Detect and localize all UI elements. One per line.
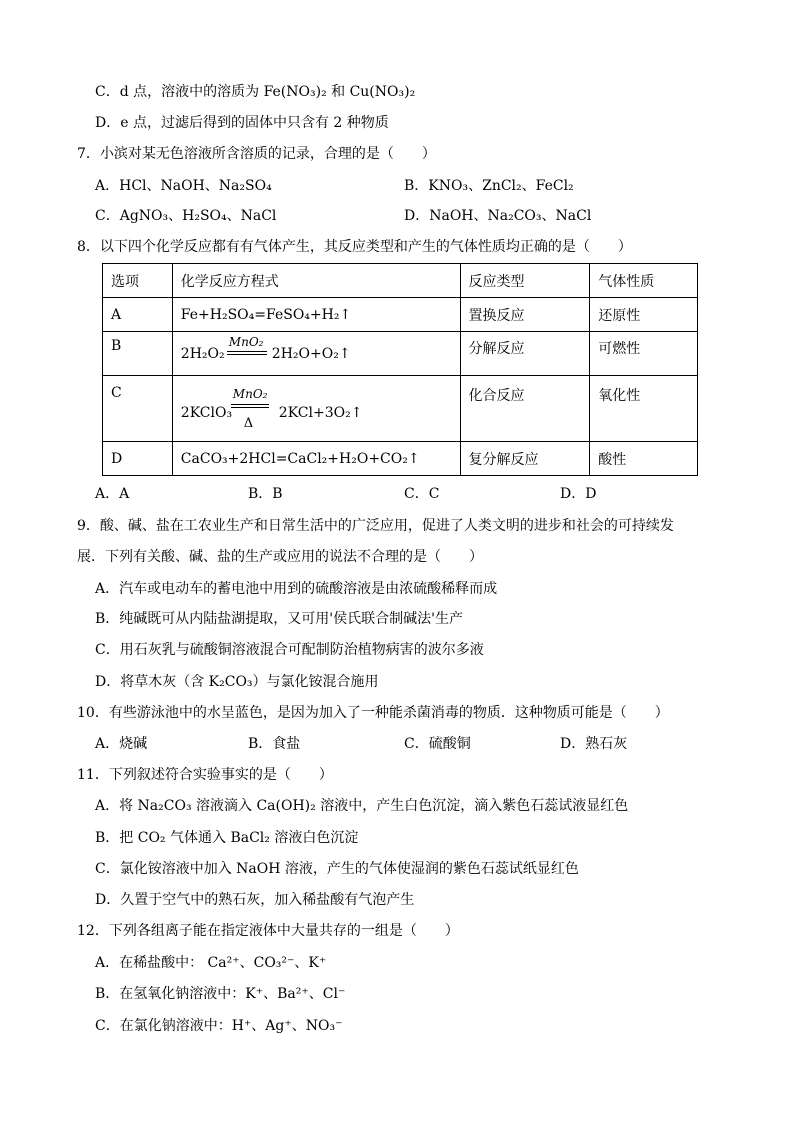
q9-option-b: B．纯碱既可从内陆盐湖提取，又可用'侯氏联合制碱法'生产 <box>95 611 463 627</box>
q12-option-a: A．在稀盐酸中： Ca²⁺、CO₃²⁻、K⁺ <box>95 955 327 971</box>
row-option: D <box>103 442 173 476</box>
row-reaction-type: 置换反应 <box>460 298 590 332</box>
q10-option-d: D．熟石灰 <box>560 736 628 752</box>
eq-catalyst: MnO₂ <box>228 334 264 349</box>
row-gas-property: 还原性 <box>590 298 698 332</box>
q12-stem: 12．下列各组离子能在指定液体中大量共存的一组是（ ） <box>77 923 459 939</box>
q11-option-b: B．把 CO₂ 气体通入 BaCl₂ 溶液白色沉淀 <box>95 830 359 846</box>
q7-option-a: A．HCl、NaOH、Na₂SO₄ <box>95 178 272 194</box>
q8-table <box>102 263 698 476</box>
q8-stem: 8．以下四个化学反应都有有气体产生，其反应类型和产生的气体性质均正确的是（ ） <box>77 239 632 255</box>
q11-stem: 11．下列叙述符合实验事实的是（ ） <box>77 767 333 783</box>
row-gas-property: 可燃性 <box>590 332 698 376</box>
q11-option-d: D．久置于空气中的熟石灰，加入稀盐酸有气泡产生 <box>95 892 415 908</box>
eq-catalyst: MnO₂ <box>232 386 268 401</box>
q12-option-b: B．在氢氧化钠溶液中：K⁺、Ba²⁺、Cl⁻ <box>95 986 346 1002</box>
row-reaction-type: 化合反应 <box>460 376 590 442</box>
q6-option-d: D．e 点，过滤后得到的固体中只含有 2 种物质 <box>95 115 389 131</box>
table-row <box>103 376 698 442</box>
row-option: B <box>103 332 173 376</box>
equals-sign <box>231 404 269 408</box>
q10-option-c: C．硫酸铜 <box>404 736 471 752</box>
row-option: C <box>103 376 173 442</box>
eq-left: 2H₂O₂ <box>180 345 225 362</box>
q10-option-a: A．烧碱 <box>95 736 148 752</box>
heat-symbol: Δ <box>243 415 254 431</box>
header-gas-property: 气体性质 <box>590 264 698 298</box>
q11-option-c: C．氯化铵溶液中加入 NaOH 溶液，产生的气体使湿润的紫色石蕊试纸显红色 <box>95 861 579 877</box>
eq-right: 2H₂O+O₂↑ <box>271 345 351 362</box>
row-reaction-type: 分解反应 <box>460 332 590 376</box>
table-row <box>103 332 698 376</box>
q8-option-b: B．B <box>248 486 283 502</box>
q10-stem: 10．有些游泳池中的水呈蓝色，是因为加入了一种能杀菌消毒的物质．这种物质可能是（ ） <box>77 705 669 721</box>
eq-right: 2KCl+3O₂↑ <box>278 404 363 421</box>
row-equation: CaCO₃+2HCl=CaCl₂+H₂O+CO₂↑ <box>172 442 460 476</box>
row-reaction-type: 复分解反应 <box>460 442 590 476</box>
row-gas-property: 氧化性 <box>590 376 698 442</box>
table-header-row <box>103 264 698 298</box>
q7-option-d: D．NaOH、Na₂CO₃、NaCl <box>404 208 592 224</box>
header-reaction-type: 反应类型 <box>460 264 590 298</box>
q9-option-d: D．将草木灰（含 K₂CO₃）与氯化铵混合施用 <box>95 674 379 690</box>
q7-stem: 7．小滨对某无色溶液所含溶质的记录，合理的是（ ） <box>77 146 436 162</box>
table-row <box>103 298 698 332</box>
header-equation: 化学反应方程式 <box>172 264 460 298</box>
table-row <box>103 442 698 476</box>
q7-option-b: B．KNO₃、ZnCl₂、FeCl₂ <box>404 178 574 194</box>
row-equation <box>172 332 460 376</box>
q8-option-c: C．C <box>404 486 440 502</box>
q9-stem-line1: 9．酸、碱、盐在工农业生产和日常生活中的广泛应用，促进了人类文明的进步和社会的可持续发 <box>77 518 674 534</box>
header-option: 选项 <box>103 264 173 298</box>
q6-option-c: C．d 点，溶液中的溶质为 Fe(NO₃)₂ 和 Cu(NO₃)₂ <box>95 84 416 100</box>
q11-option-a: A．将 Na₂CO₃ 溶液滴入 Ca(OH)₂ 溶液中，产生白色沉淀，滴入紫色石蕊试液显红色 <box>95 798 629 814</box>
q7-option-c: C．AgNO₃、H₂SO₄、NaCl <box>95 208 277 224</box>
q8-option-a: A．A <box>95 486 130 502</box>
row-gas-property: 酸性 <box>590 442 698 476</box>
row-equation: Fe+H₂SO₄=FeSO₄+H₂↑ <box>172 298 460 332</box>
row-option: A <box>103 298 173 332</box>
q8-option-d: D．D <box>560 486 597 502</box>
q10-option-b: B．食盐 <box>248 736 301 752</box>
q9-option-c: C．用石灰乳与硫酸铜溶液混合可配制防治植物病害的波尔多液 <box>95 642 484 658</box>
q9-option-a: A．汽车或电动车的蓄电池中用到的硫酸溶液是由浓硫酸稀释而成 <box>95 581 498 597</box>
q12-option-c: C．在氯化钠溶液中：H⁺、Ag⁺、NO₃⁻ <box>95 1018 343 1034</box>
eq-left: 2KClO₃ <box>180 404 233 421</box>
q9-stem-line2: 展．下列有关酸、碱、盐的生产或应用的说法不合理的是（ ） <box>77 549 483 565</box>
equals-sign <box>227 351 267 355</box>
row-equation <box>172 376 460 442</box>
